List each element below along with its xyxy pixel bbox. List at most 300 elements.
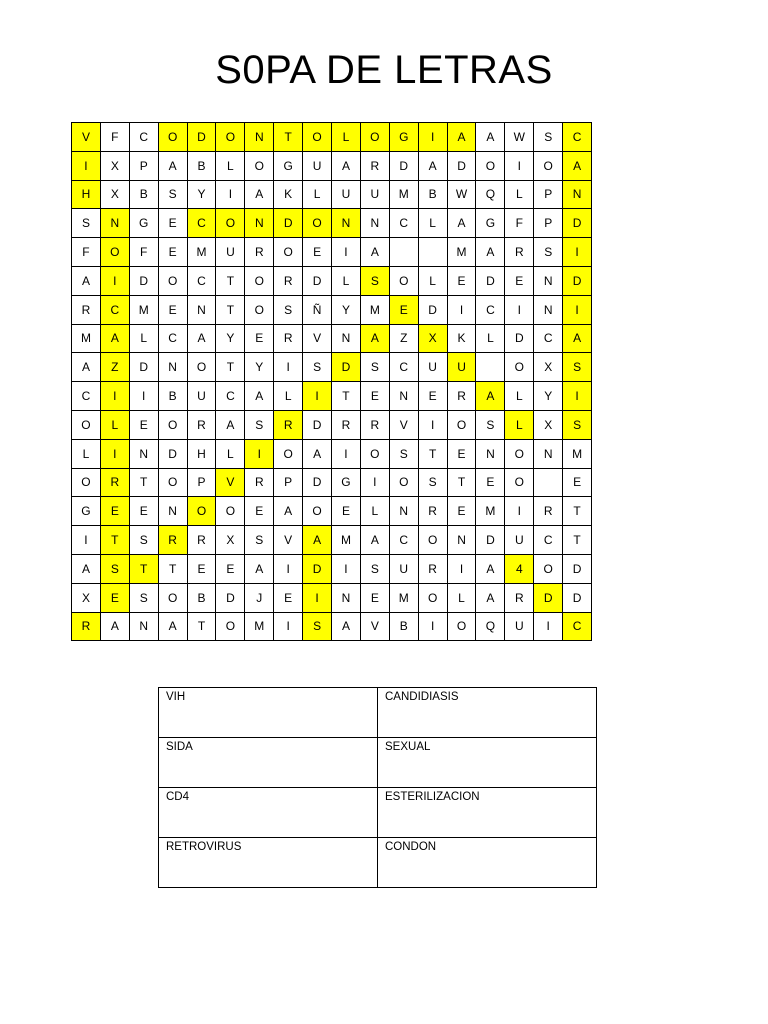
grid-cell: A	[158, 612, 187, 641]
grid-cell: S	[129, 526, 158, 555]
grid-cell: U	[389, 554, 418, 583]
grid-cell: O	[274, 439, 303, 468]
grid-cell: Q	[476, 612, 505, 641]
grid-cell: E	[447, 266, 476, 295]
grid-cell: D	[129, 353, 158, 382]
grid-cell: D	[476, 266, 505, 295]
grid-cell: I	[418, 410, 447, 439]
grid-cell: T	[129, 468, 158, 497]
grid-cell: L	[447, 583, 476, 612]
grid-cell: T	[158, 554, 187, 583]
word-list-item: ESTERILIZACION	[378, 788, 597, 838]
grid-cell: R	[245, 238, 274, 267]
grid-cell: S	[129, 583, 158, 612]
grid-cell: R	[505, 238, 534, 267]
grid-cell: L	[418, 209, 447, 238]
grid-cell: M	[187, 238, 216, 267]
grid-row	[72, 497, 592, 526]
grid-cell: P	[129, 151, 158, 180]
grid-cell: K	[274, 180, 303, 209]
grid-cell: O	[187, 497, 216, 526]
grid-cell: D	[534, 583, 563, 612]
grid-cell: S	[245, 526, 274, 555]
grid-cell: G	[332, 468, 361, 497]
grid-cell: E	[332, 497, 361, 526]
grid-cell: A	[245, 554, 274, 583]
grid-cell: C	[476, 295, 505, 324]
grid-cell: B	[187, 583, 216, 612]
grid-cell: G	[129, 209, 158, 238]
grid-cell: I	[563, 382, 592, 411]
grid-cell: R	[332, 410, 361, 439]
grid-cell: O	[274, 238, 303, 267]
grid-cell: S	[360, 554, 389, 583]
grid-cell: D	[187, 123, 216, 152]
grid-cell: A	[476, 382, 505, 411]
grid-cell: R	[447, 382, 476, 411]
grid-cell: E	[129, 410, 158, 439]
grid-cell	[476, 353, 505, 382]
grid-cell: E	[158, 295, 187, 324]
grid-cell: Y	[216, 324, 245, 353]
grid-row	[72, 583, 592, 612]
grid-cell: S	[158, 180, 187, 209]
grid-cell: L	[303, 180, 332, 209]
grid-cell: L	[476, 324, 505, 353]
grid-cell: N	[129, 612, 158, 641]
grid-cell: O	[389, 266, 418, 295]
grid-cell: N	[129, 439, 158, 468]
grid-cell: P	[534, 180, 563, 209]
grid-cell: F	[129, 238, 158, 267]
grid-cell: D	[476, 526, 505, 555]
grid-cell: L	[129, 324, 158, 353]
grid-cell: C	[389, 209, 418, 238]
grid-cell: I	[563, 295, 592, 324]
grid-cell: N	[360, 209, 389, 238]
grid-cell: L	[216, 151, 245, 180]
grid-row	[72, 324, 592, 353]
grid-cell: N	[534, 439, 563, 468]
grid-cell: I	[505, 151, 534, 180]
grid-cell: X	[100, 180, 129, 209]
grid-cell: I	[274, 554, 303, 583]
grid-cell: D	[505, 324, 534, 353]
grid-cell: W	[505, 123, 534, 152]
grid-cell: N	[245, 123, 274, 152]
grid-cell: I	[360, 468, 389, 497]
grid-cell: O	[158, 583, 187, 612]
word-list-item: SIDA	[159, 738, 378, 788]
grid-cell: D	[563, 554, 592, 583]
grid-cell: T	[129, 554, 158, 583]
grid-cell: A	[216, 410, 245, 439]
grid-cell: U	[447, 353, 476, 382]
grid-cell: X	[418, 324, 447, 353]
grid-cell: C	[534, 526, 563, 555]
grid-cell: N	[332, 209, 361, 238]
grid-row	[72, 554, 592, 583]
grid-cell: C	[563, 123, 592, 152]
grid-cell: I	[100, 439, 129, 468]
grid-cell: D	[447, 151, 476, 180]
grid-cell: A	[476, 554, 505, 583]
grid-cell: E	[100, 497, 129, 526]
grid-cell: T	[563, 497, 592, 526]
grid-cell: A	[418, 151, 447, 180]
grid-cell: S	[534, 238, 563, 267]
grid-cell: I	[563, 238, 592, 267]
grid-cell: R	[245, 468, 274, 497]
word-list-row	[159, 788, 597, 838]
grid-cell: I	[245, 439, 274, 468]
grid-cell: D	[158, 439, 187, 468]
grid-cell: R	[360, 151, 389, 180]
grid-cell: D	[216, 583, 245, 612]
grid-cell: E	[100, 583, 129, 612]
grid-cell: C	[72, 382, 101, 411]
grid-cell: N	[534, 295, 563, 324]
grid-cell: A	[360, 526, 389, 555]
grid-cell: O	[158, 123, 187, 152]
grid-cell: A	[100, 612, 129, 641]
grid-cell: T	[418, 439, 447, 468]
grid-cell: P	[534, 209, 563, 238]
grid-cell: S	[303, 612, 332, 641]
grid-cell: O	[245, 151, 274, 180]
grid-cell: S	[274, 295, 303, 324]
word-list-row	[159, 688, 597, 738]
grid-cell: R	[274, 410, 303, 439]
grid-cell: V	[72, 123, 101, 152]
grid-cell: C	[100, 295, 129, 324]
grid-cell: A	[332, 151, 361, 180]
grid-cell: I	[72, 151, 101, 180]
grid-cell: R	[187, 526, 216, 555]
grid-cell: S	[360, 353, 389, 382]
grid-cell: C	[187, 266, 216, 295]
grid-cell: X	[72, 583, 101, 612]
grid-cell: A	[360, 324, 389, 353]
grid-cell: B	[418, 180, 447, 209]
word-list-item: CD4	[159, 788, 378, 838]
grid-cell: V	[389, 410, 418, 439]
grid-cell: S	[360, 266, 389, 295]
grid-cell: U	[418, 353, 447, 382]
grid-cell: L	[360, 497, 389, 526]
grid-cell: R	[418, 554, 447, 583]
grid-cell: O	[158, 468, 187, 497]
grid-cell: S	[534, 123, 563, 152]
grid-row	[72, 238, 592, 267]
grid-cell: I	[418, 123, 447, 152]
grid-cell: O	[72, 410, 101, 439]
grid-cell: A	[158, 151, 187, 180]
grid-cell: E	[563, 468, 592, 497]
grid-cell: L	[332, 266, 361, 295]
grid-cell: C	[129, 123, 158, 152]
grid-row	[72, 526, 592, 555]
grid-cell: A	[303, 526, 332, 555]
grid-cell: X	[534, 410, 563, 439]
grid-cell: A	[563, 151, 592, 180]
grid-cell: E	[360, 382, 389, 411]
grid-cell: L	[216, 439, 245, 468]
grid-cell: T	[447, 468, 476, 497]
grid-cell: N	[187, 295, 216, 324]
grid-row	[72, 266, 592, 295]
grid-cell: E	[187, 554, 216, 583]
grid-cell: D	[418, 295, 447, 324]
grid-cell: N	[563, 180, 592, 209]
grid-cell: D	[303, 410, 332, 439]
grid-cell: L	[72, 439, 101, 468]
grid-cell: N	[476, 439, 505, 468]
grid-cell: Y	[332, 295, 361, 324]
word-list-item: VIH	[159, 688, 378, 738]
grid-cell: O	[418, 583, 447, 612]
grid-cell: S	[563, 353, 592, 382]
grid-cell: D	[563, 583, 592, 612]
grid-cell: A	[72, 554, 101, 583]
grid-cell: I	[505, 497, 534, 526]
grid-cell: O	[216, 123, 245, 152]
grid-cell: N	[245, 209, 274, 238]
grid-cell: K	[447, 324, 476, 353]
grid-cell: Ñ	[303, 295, 332, 324]
grid-cell	[389, 238, 418, 267]
grid-row	[72, 439, 592, 468]
grid-cell: O	[360, 439, 389, 468]
grid-cell: A	[447, 123, 476, 152]
grid-cell: O	[534, 151, 563, 180]
grid-cell: J	[245, 583, 274, 612]
grid-cell: A	[72, 266, 101, 295]
grid-cell: O	[447, 410, 476, 439]
grid-cell: C	[216, 382, 245, 411]
grid-cell: N	[332, 324, 361, 353]
grid-cell: A	[100, 324, 129, 353]
grid-cell: I	[303, 382, 332, 411]
grid-cell: E	[447, 497, 476, 526]
grid-cell: E	[245, 497, 274, 526]
grid-cell: W	[447, 180, 476, 209]
grid-cell: E	[129, 497, 158, 526]
grid-cell: N	[447, 526, 476, 555]
grid-cell: E	[303, 238, 332, 267]
grid-cell: N	[158, 497, 187, 526]
grid-row	[72, 295, 592, 324]
grid-cell: H	[72, 180, 101, 209]
word-list-item: CANDIDIASIS	[378, 688, 597, 738]
grid-cell: I	[72, 526, 101, 555]
grid-cell: I	[505, 295, 534, 324]
grid-cell: E	[447, 439, 476, 468]
grid-cell: I	[332, 238, 361, 267]
grid-cell: I	[332, 554, 361, 583]
word-list-item: RETROVIRUS	[159, 838, 378, 888]
grid-row	[72, 382, 592, 411]
grid-cell: M	[563, 439, 592, 468]
grid-cell: U	[505, 612, 534, 641]
grid-cell: R	[418, 497, 447, 526]
grid-cell: I	[447, 554, 476, 583]
grid-cell: O	[303, 209, 332, 238]
grid-cell: L	[100, 410, 129, 439]
grid-cell: V	[274, 526, 303, 555]
grid-cell: F	[72, 238, 101, 267]
grid-cell: L	[505, 410, 534, 439]
grid-row	[72, 123, 592, 152]
grid-cell: S	[476, 410, 505, 439]
grid-cell: R	[274, 324, 303, 353]
grid-cell: U	[332, 180, 361, 209]
grid-cell: Y	[245, 353, 274, 382]
grid-cell: O	[216, 497, 245, 526]
grid-cell: E	[360, 583, 389, 612]
grid-cell: T	[100, 526, 129, 555]
grid-cell: O	[245, 266, 274, 295]
grid-cell: N	[332, 583, 361, 612]
grid-cell: S	[418, 468, 447, 497]
grid-cell: A	[476, 123, 505, 152]
grid-cell: B	[129, 180, 158, 209]
grid-cell: D	[389, 151, 418, 180]
grid-cell: O	[360, 123, 389, 152]
grid-cell: M	[129, 295, 158, 324]
grid-cell: A	[476, 583, 505, 612]
grid-cell: C	[389, 526, 418, 555]
grid-cell: F	[505, 209, 534, 238]
grid-cell: I	[418, 612, 447, 641]
grid-cell: U	[216, 238, 245, 267]
grid-cell: L	[274, 382, 303, 411]
grid-cell: G	[476, 209, 505, 238]
grid-cell: C	[389, 353, 418, 382]
grid-cell: A	[563, 324, 592, 353]
grid-row	[72, 180, 592, 209]
grid-cell: X	[216, 526, 245, 555]
grid-cell: Y	[187, 180, 216, 209]
grid-cell: A	[303, 439, 332, 468]
grid-cell: Z	[100, 353, 129, 382]
grid-cell: M	[476, 497, 505, 526]
grid-cell: T	[274, 123, 303, 152]
grid-cell: S	[100, 554, 129, 583]
grid-cell: D	[129, 266, 158, 295]
grid-cell: O	[158, 410, 187, 439]
grid-cell: 4	[505, 554, 534, 583]
grid-cell: U	[505, 526, 534, 555]
grid-cell: U	[360, 180, 389, 209]
grid-cell: A	[476, 238, 505, 267]
grid-cell: U	[187, 382, 216, 411]
grid-cell: E	[389, 295, 418, 324]
grid-cell	[418, 238, 447, 267]
grid-cell: O	[447, 612, 476, 641]
grid-cell: I	[100, 382, 129, 411]
grid-cell: R	[72, 295, 101, 324]
grid-cell	[534, 468, 563, 497]
grid-cell: D	[303, 266, 332, 295]
grid-cell: X	[100, 151, 129, 180]
grid-cell: I	[303, 583, 332, 612]
grid-cell: E	[476, 468, 505, 497]
grid-cell: C	[187, 209, 216, 238]
word-list-row	[159, 738, 597, 788]
grid-cell: O	[418, 526, 447, 555]
word-list-row	[159, 838, 597, 888]
grid-cell: Y	[534, 382, 563, 411]
grid-cell: R	[360, 410, 389, 439]
word-list-item: CONDON	[378, 838, 597, 888]
grid-cell: S	[245, 410, 274, 439]
grid-cell: D	[303, 554, 332, 583]
grid-cell: I	[447, 295, 476, 324]
grid-cell: O	[303, 497, 332, 526]
grid-cell: M	[389, 583, 418, 612]
grid-cell: E	[216, 554, 245, 583]
grid-cell: V	[360, 612, 389, 641]
grid-cell: M	[72, 324, 101, 353]
grid-cell: T	[216, 295, 245, 324]
grid-cell: D	[303, 468, 332, 497]
grid-row	[72, 468, 592, 497]
grid-cell: G	[389, 123, 418, 152]
grid-cell: S	[72, 209, 101, 238]
grid-cell: T	[332, 382, 361, 411]
grid-cell: E	[418, 382, 447, 411]
grid-cell: D	[563, 209, 592, 238]
grid-cell: O	[505, 353, 534, 382]
grid-cell: N	[389, 497, 418, 526]
grid-cell: I	[332, 439, 361, 468]
grid-cell: I	[274, 612, 303, 641]
grid-cell: N	[389, 382, 418, 411]
grid-cell: C	[534, 324, 563, 353]
grid-cell: M	[447, 238, 476, 267]
grid-cell: O	[216, 612, 245, 641]
grid-cell: B	[187, 151, 216, 180]
grid-cell: L	[418, 266, 447, 295]
grid-cell: C	[563, 612, 592, 641]
grid-cell: D	[563, 266, 592, 295]
grid-cell: P	[274, 468, 303, 497]
letter-grid	[71, 122, 592, 641]
grid-cell: A	[332, 612, 361, 641]
grid-cell: E	[158, 238, 187, 267]
grid-cell: I	[534, 612, 563, 641]
word-list-table	[158, 687, 597, 888]
grid-cell: P	[187, 468, 216, 497]
grid-row	[72, 410, 592, 439]
grid-cell: A	[360, 238, 389, 267]
grid-row	[72, 151, 592, 180]
grid-row	[72, 353, 592, 382]
grid-cell: U	[303, 151, 332, 180]
grid-cell: R	[72, 612, 101, 641]
grid-cell: F	[100, 123, 129, 152]
grid-cell: C	[158, 324, 187, 353]
grid-cell: H	[187, 439, 216, 468]
grid-cell: V	[303, 324, 332, 353]
grid-cell: A	[245, 382, 274, 411]
grid-cell: B	[158, 382, 187, 411]
grid-cell: A	[245, 180, 274, 209]
grid-cell: O	[505, 439, 534, 468]
grid-cell: M	[245, 612, 274, 641]
grid-cell: G	[274, 151, 303, 180]
